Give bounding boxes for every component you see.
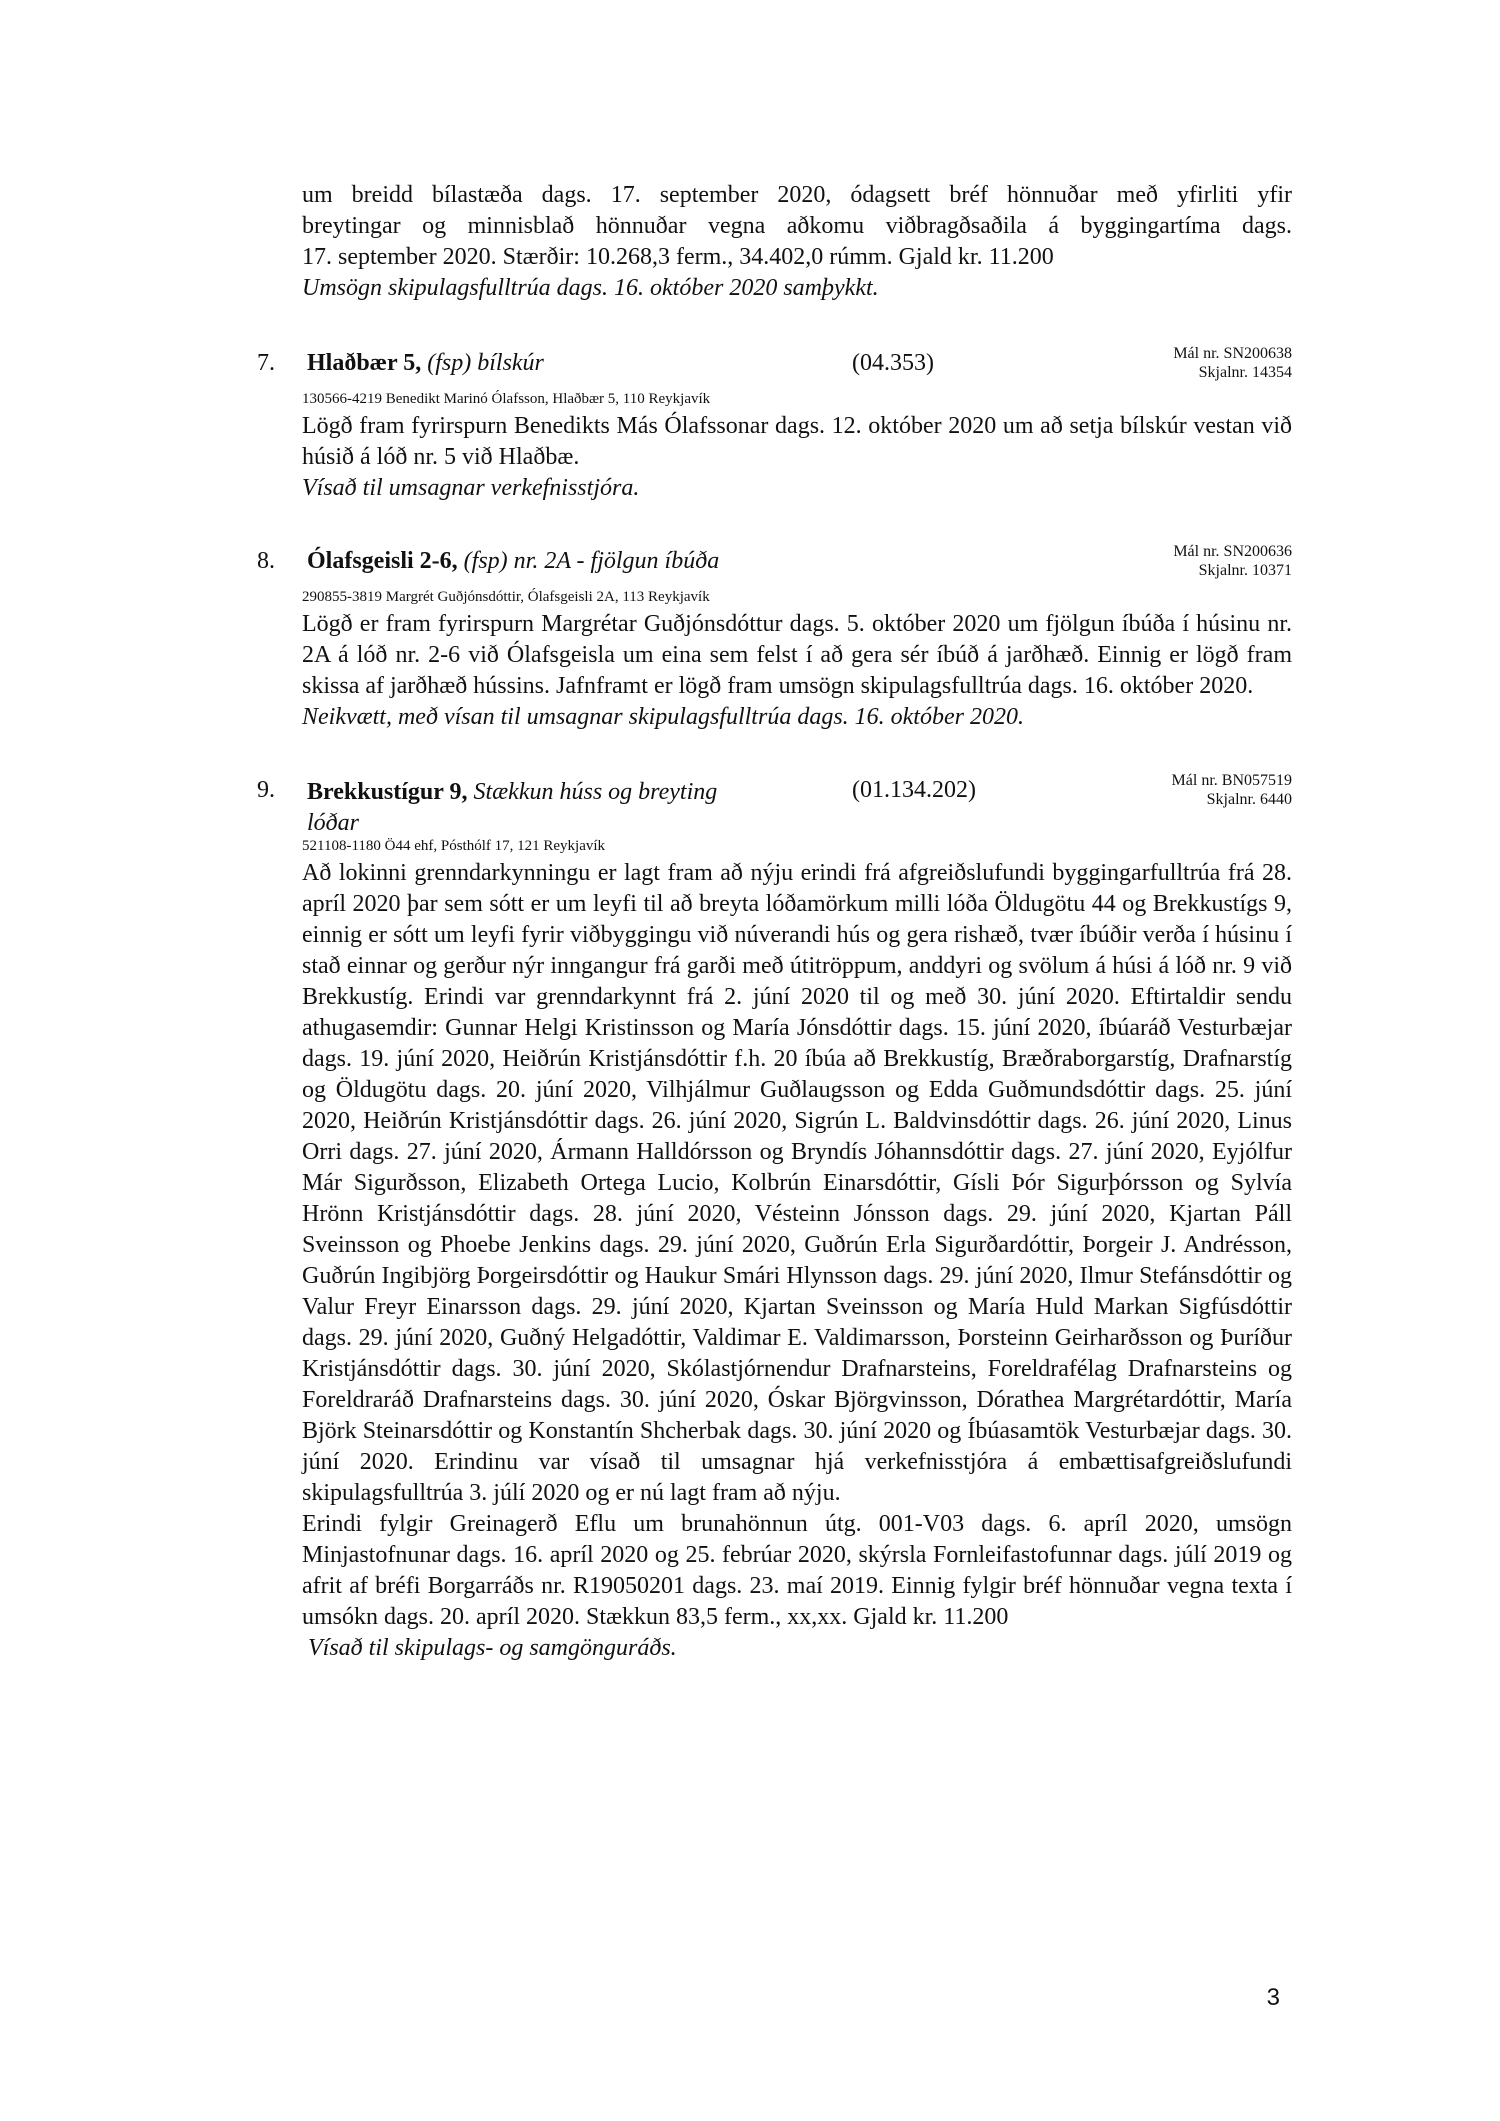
item-header [257, 542, 1292, 588]
item-applicant: 130566-4219 Benedikt Marinó Ólafsson, Hlaðbær 5, 110 Reykjavík [302, 391, 711, 407]
item-number: 9. [257, 777, 275, 803]
intro-line: breytingar og minnisblað hönnuðar vegna aðkomu viðbragðsaðila á byggingartíma dags. [302, 213, 1292, 239]
intro-decision: Umsögn skipulagsfulltrúa dags. 16. október 2020 samþykkt. [302, 275, 879, 301]
intro-line: 17. september 2020. Stærðir: 10.268,3 ferm., 34.402,0 rúmm. Gjald kr. 11.200 [302, 244, 1054, 270]
agenda-item-8 [257, 542, 1292, 733]
file-number: Skjalnr. 10371 [1198, 562, 1292, 579]
item-subtitle: (fsp) nr. 2A - fjölgun íbúða [463, 548, 720, 574]
item-name: Brekkustígur 9, [307, 779, 468, 805]
intro-line: um breidd bílastæða dags. 17. september 2020, ódagsett bréf hönnuðar með yfirliti yfir [302, 182, 1292, 208]
item-reference [1172, 771, 1292, 809]
item-header [257, 344, 1292, 390]
item-text: Að lokinni grenndarkynningu er lagt fram að nýju erindi frá afgreiðslufundi byggingarfulltrúa frá 28. apríl 2020 þar sem sótt er um leyfi til að breyta lóðamörkum milli lóða Öldugötu 44 og Brekkustígs 9, einnig er sótt um leyfi fyrir viðbyggingu við núverandi hús og gera rishæð, tvær íbúðir verða í húsinu í stað einnar og gerður nýr inngangur frá garði með útitröppum, anddyri og svölum á húsi á lóð nr. 9 við Brekkustíg. Erindi var grenndarkynnt frá 2. júní 2020 til og með 30. júní 2020. Eftirtaldir sendu athugasemdir: Gunnar Helgi Kristinsson og María Jónsdóttir dags. 15. júní 2020, íbúaráð Vesturbæjar dags. 19. júní 2020, Heiðrún Kristjánsdóttir f.h. 20 íbúa að Brekkustíg, Bræðraborgarstíg, Drafnarstíg og Öldugötu dags. 20. júní 2020, Vilhjálmur Guðlaugsson og Edda Guðmundsdóttir dags. 25. júní 2020, Heiðrún Kristjánsdóttir dags. 26. júní 2020, Sigrún L. Baldvinsdóttir dags. 26. júní 2020, Linus Orri dags. 27. júní 2020, Ármann Halldórsson og Bryndís Jóhannsdóttir dags. 27. júní 2020, Eyjólfur Már Sigurðsson, Elizabeth Ortega Lucio, Kolbrún Einarsdóttir, Gísli Þór Sigurþórsson og Sylvía Hrönn Kristjánsdóttir dags. 28. júní 2020, Vésteinn Jónsson dags. 29. júní 2020, Kjartan Páll Sveinsson og Phoebe Jenkins dags. 29. júní 2020, Guðrún Erla Sigurðardóttir, Þorgeir J. Andrésson, Guðrún Ingibjörg Þorgeirsdóttir og Haukur Smári Hlynsson dags. 29. júní 2020, Ilmur Stefánsdóttir og Valur Freyr Einarsson dags. 29. júní 2020, Kjartan Sveinsson og María Huld Markan Sigfúsdóttir dags. 29. júní 2020, Guðný Helgadóttir, Valdimar E. Valdimarsson, Þorsteinn Geirharðsson og Þuríður Kristjánsdóttir dags. 30. júní 2020, Skólastjórnendur Drafnarsteins, Foreldrafélag Drafnarsteins og Foreldraráð Drafnarsteins dags. 30. júní 2020, Óskar Björgvinsson, Dórathea Margrétardóttir, María Björk Steinarsdóttir og Konstantín Shcherbak dags. 30. júní 2020 og Íbúasamtök Vesturbæjar dags. 30. júní 2020. Erindinu var vísað til umsagnar hjá verkefnisstjóra á embættisafgreiðslufundi skipulagsfulltrúa 3. júlí 2020 og er nú lagt fram að nýju. [302, 860, 1292, 1506]
file-number: Skjalnr. 14354 [1198, 364, 1292, 381]
item-name: Ólafsgeisli 2-6, [307, 548, 458, 574]
item-code: (04.353) [852, 350, 934, 376]
item-text: Lögð fram fyrirspurn Benedikts Más Ólafssonar dags. 12. október 2020 um að setja bílskúr vestan við húsið á lóð nr. 5 við Hlaðbæ. [302, 413, 1292, 470]
item-decision: Vísað til skipulags- og samgönguráðs. [302, 1635, 677, 1661]
item-subtitle: Stækkun húss og breyting [473, 779, 718, 805]
item-title [307, 350, 544, 377]
agenda-item-7 [257, 344, 1292, 504]
item-subtitle-continued: lóðar [307, 810, 360, 836]
item-subtitle: (fsp) bílskúr [427, 350, 544, 376]
item-decision: Neikvætt, með vísan til umsagnar skipulagsfulltrúa dags. 16. október 2020. [302, 704, 1024, 730]
page-number: 3 [1266, 1984, 1280, 2011]
item-title [307, 548, 719, 575]
item-reference [1173, 542, 1292, 580]
agenda-item-9 [257, 771, 1292, 1664]
item-number: 8. [257, 548, 275, 574]
case-number: Mál nr. SN200636 [1173, 543, 1292, 560]
item-applicant: 290855-3819 Margrét Guðjónsdóttir, Ólafsgeisli 2A, 113 Reykjavík [302, 589, 710, 605]
intro-section [302, 180, 1292, 304]
item-header [257, 771, 1292, 837]
item-code: (01.134.202) [852, 777, 976, 803]
item-applicant: 521108-1180 Ö44 ehf, Pósthólf 17, 121 Reykjavík [302, 838, 606, 854]
item-reference [1173, 344, 1292, 382]
item-text: Lögð er fram fyrirspurn Margrétar Guðjónsdóttur dags. 5. október 2020 um fjölgun íbúða í húsinu nr. 2A á lóð nr. 2-6 við Ólafsgeisla um eina sem felst í að gera sér íbúð á jarðhæð. Einnig er lögð fram skissa af jarðhæð hússins. Jafnframt er lögð fram umsögn skipulagsfulltrúa dags. 16. október 2020. [302, 611, 1292, 699]
item-title [307, 777, 717, 839]
item-decision: Vísað til umsagnar verkefnisstjóra. [302, 475, 640, 501]
page-content [257, 180, 1292, 1664]
item-name: Hlaðbær 5, [307, 350, 422, 376]
file-number: Skjalnr. 6440 [1206, 791, 1292, 808]
intro-text [302, 180, 1292, 304]
case-number: Mál nr. BN057519 [1171, 772, 1292, 789]
case-number: Mál nr. SN200638 [1173, 345, 1292, 362]
item-attachments: Erindi fylgir Greinagerð Eflu um brunahönnun útg. 001-V03 dags. 6. apríl 2020, umsögn Minjastofnunar dags. 16. apríl 2020 og 25. febrúar 2020, skýrsla Fornleifastofunnar dags. júlí 2019 og afrit af bréfi Borgarráðs nr. R19050201 dags. 23. maí 2019. Einnig fylgir bréf hönnuðar vegna texta í umsókn dags. 20. apríl 2020. Stækkun 83,5 ferm., xx,xx. Gjald kr. 11.200 [302, 1511, 1292, 1630]
item-number: 7. [257, 350, 275, 376]
